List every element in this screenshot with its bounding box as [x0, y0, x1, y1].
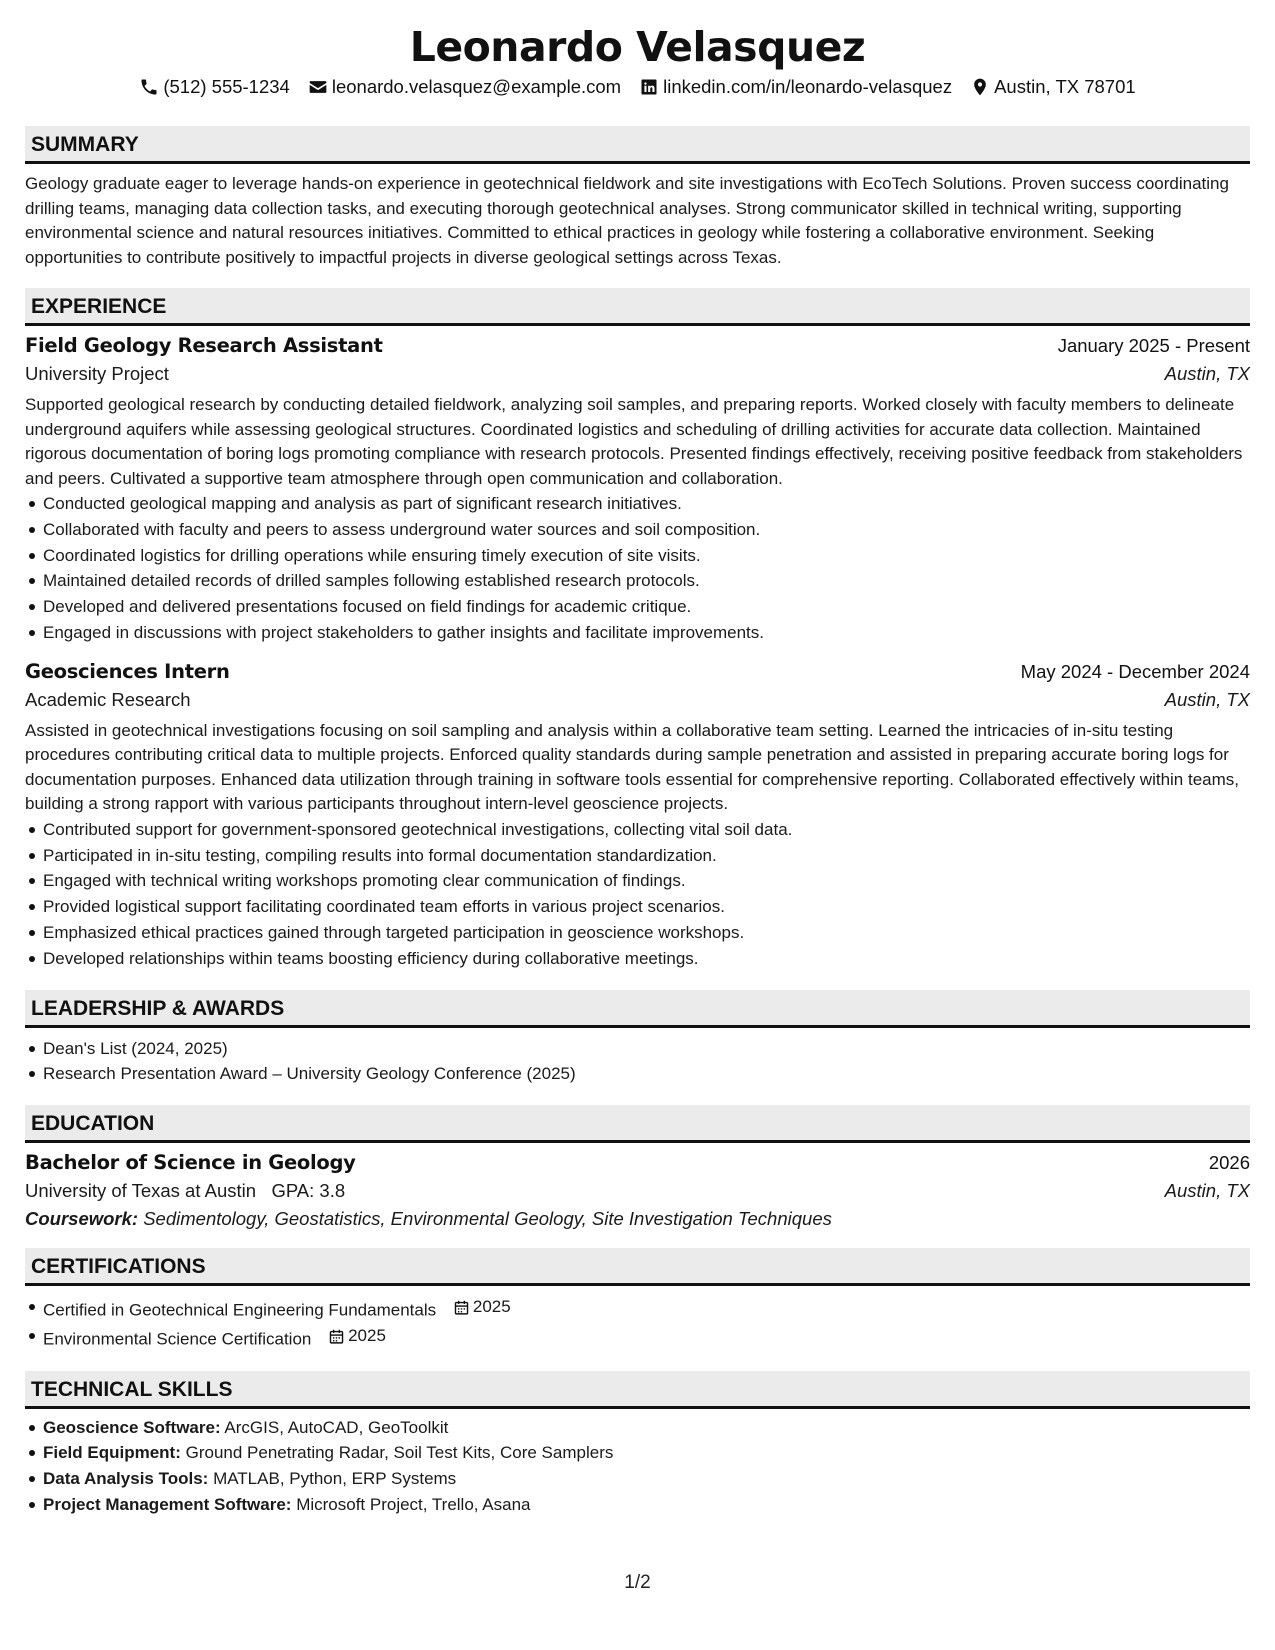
list-item: Emphasized ethical practices gained through targeted participation in geoscience workshops.	[43, 920, 1250, 946]
job-entry	[25, 660, 1250, 972]
coursework	[25, 1208, 1250, 1230]
calendar-icon	[453, 1299, 470, 1316]
section-heading-education: EDUCATION	[25, 1105, 1250, 1143]
section-heading-leadership: LEADERSHIP & AWARDS	[25, 990, 1250, 1028]
section-heading-certifications: CERTIFICATIONS	[25, 1248, 1250, 1286]
job-location: Austin, TX	[1164, 363, 1250, 384]
job-dates: May 2024 - December 2024	[1020, 660, 1250, 682]
skill-label: Project Management Software:	[43, 1494, 292, 1514]
job-description: Assisted in geotechnical investigations focusing on soil sampling and analysis within a collaborative team setting. Learned the intricacies of in-situ testing procedures contributing critical data to multiple projects. Enforced quality standards during sample penetration and assisted in preparing accurate boring logs for documentation purposes. Enhanced data utilization through training in software tools essential for comprehensive reporting. Collaborated effectively within teams, building a strong rapport with various participants throughout intern-level geoscience projects.	[25, 720, 1239, 814]
job-entry	[25, 334, 1250, 646]
school-location: Austin, TX	[1164, 1180, 1250, 1202]
skill-label: Field Equipment:	[43, 1443, 181, 1463]
job-bullets	[25, 491, 1250, 646]
coursework-label: Coursework:	[25, 1208, 139, 1230]
job-title: Geosciences Intern	[25, 659, 230, 683]
envelope-icon	[308, 77, 328, 97]
job-organization: Academic Research	[25, 688, 191, 710]
certification-name: Environmental Science Certification	[43, 1329, 312, 1349]
list-item	[43, 1440, 1250, 1466]
list-item	[43, 1415, 1250, 1441]
list-item	[43, 1294, 1250, 1323]
section-heading-experience: EXPERIENCE	[25, 288, 1250, 326]
awards-list	[25, 1036, 1250, 1088]
skills-list	[25, 1415, 1250, 1518]
list-item	[43, 1466, 1250, 1492]
degree-title: Bachelor of Science in Geology	[25, 1151, 356, 1175]
phone-icon	[139, 77, 159, 97]
list-item: Coordinated logistics for drilling operations while ensuring timely execution of site visits.	[43, 543, 1250, 569]
gpa: GPA: 3.8	[271, 1180, 346, 1202]
certification-date: 2025	[453, 1294, 511, 1320]
skill-value: Microsoft Project, Trello, Asana	[296, 1494, 531, 1514]
linkedin-icon	[639, 77, 659, 97]
certification-name: Certified in Geotechnical Engineering Fundamentals	[43, 1300, 437, 1320]
list-item: Developed relationships within teams boosting efficiency during collaborative meetings.	[43, 946, 1250, 972]
coursework-list: Sedimentology, Geostatistics, Environmental Geology, Site Investigation Techniques	[143, 1208, 832, 1230]
list-item: Engaged in discussions with project stakeholders to gather insights and facilitate improvements.	[43, 620, 1250, 646]
contact-email[interactable]: leonardo.velasquez@example.com	[308, 76, 621, 98]
list-item: Dean's List (2024, 2025)	[43, 1036, 1250, 1062]
list-item: Research Presentation Award – University Geology Conference (2025)	[43, 1061, 1250, 1087]
skill-value: Ground Penetrating Radar, Soil Test Kits, Core Samplers	[185, 1443, 614, 1463]
list-item: Conducted geological mapping and analysis as part of significant research initiatives.	[43, 491, 1250, 517]
skill-label: Geoscience Software:	[43, 1417, 221, 1437]
summary-text: Geology graduate eager to leverage hands-on experience in geotechnical fieldwork and site investigations with EcoTech Solutions. Proven success coordinating drilling teams, managing data collection tasks, and executing thorough geotechnical analyses. Strong communicator skilled in technical writing, supporting environmental science and natural resources initiatives. Committed to ethical practices in geology while fostering a collaborative environment. Seeking opportunities to contribute positively to impactful projects in diverse geological settings across Texas.	[25, 174, 1229, 267]
job-title: Field Geology Research Assistant	[25, 334, 383, 357]
calendar-icon	[328, 1328, 345, 1345]
section-heading-summary: SUMMARY	[25, 126, 1250, 164]
job-description: Supported geological research by conducting detailed fieldwork, analyzing soil samples, and preparing reports. Worked closely with faculty members to delineate underground aquifers while assessing geological structures. Coordinated logistics and scheduling of drilling activities for accurate data collection. Maintained rigorous documentation of boring logs promoting compliance with research protocols. Presented findings effectively, receiving positive feedback from stakeholders and peers. Cultivated a supportive team atmosphere through open communication and collaboration.	[25, 395, 1243, 488]
job-dates: January 2025 - Present	[1057, 335, 1250, 356]
certifications-list	[25, 1294, 1250, 1352]
contact-location: Austin, TX 78701	[970, 76, 1136, 98]
job-bullets	[25, 817, 1250, 972]
skill-value: ArcGIS, AutoCAD, GeoToolkit	[224, 1417, 449, 1437]
list-item: Developed and delivered presentations focused on field findings for academic critique.	[43, 594, 1250, 620]
list-item: Provided logistical support facilitating coordinated team efforts in various project scenarios.	[43, 894, 1250, 920]
certification-date: 2025	[328, 1323, 386, 1349]
section-heading-skills: TECHNICAL SKILLS	[25, 1371, 1250, 1409]
list-item	[43, 1323, 1250, 1352]
school-name: University of Texas at Austin	[25, 1180, 257, 1202]
list-item: Collaborated with faculty and peers to assess underground water sources and soil composition.	[43, 517, 1250, 543]
page-number: 1/2	[624, 1572, 651, 1593]
list-item: Participated in in-situ testing, compiling results into formal documentation standardization.	[43, 843, 1250, 869]
candidate-name: Leonardo Velasquez	[409, 23, 866, 71]
contact-bar	[25, 76, 1250, 98]
list-item	[43, 1492, 1250, 1518]
map-pin-icon	[970, 77, 990, 97]
school-line	[25, 1180, 345, 1202]
graduation-year: 2026	[1208, 1152, 1250, 1174]
job-location: Austin, TX	[1164, 688, 1250, 710]
list-item: Engaged with technical writing workshops promoting clear communication of findings.	[43, 868, 1250, 894]
skill-value: MATLAB, Python, ERP Systems	[213, 1469, 457, 1489]
skill-label: Data Analysis Tools:	[43, 1469, 209, 1489]
job-organization: University Project	[25, 363, 169, 384]
list-item: Maintained detailed records of drilled samples following established research protocols.	[43, 568, 1250, 594]
contact-phone: (512) 555-1234	[139, 76, 290, 98]
list-item: Contributed support for government-sponsored geotechnical investigations, collecting vital soil data.	[43, 817, 1250, 843]
contact-linkedin[interactable]: linkedin.com/in/leonardo-velasquez	[639, 76, 952, 98]
